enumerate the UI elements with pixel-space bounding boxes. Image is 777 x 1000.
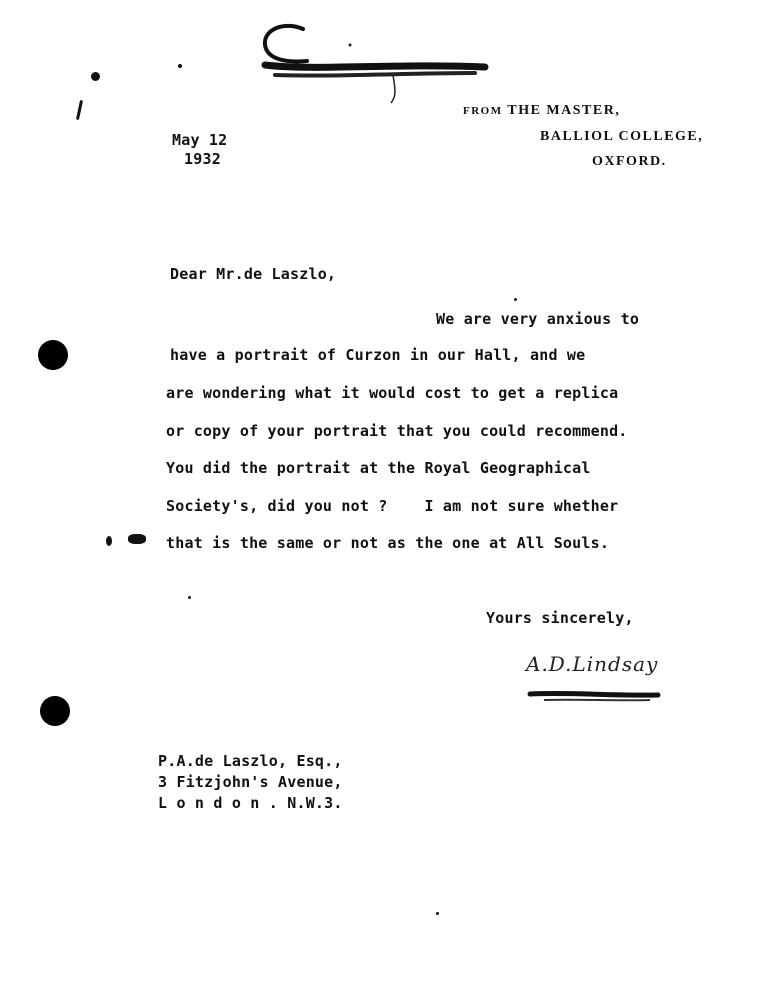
ink-speck (514, 298, 517, 301)
date-month-day: May 12 (172, 131, 228, 149)
body-line: are wondering what it would cost to get a replica (166, 384, 619, 402)
letterhead-line-2: BALLIOL COLLEGE, (540, 129, 704, 144)
body-line: Society's, did you not ? I am not sure whether (166, 497, 619, 515)
body-line: that is the same or not as the one at All Souls. (166, 534, 610, 552)
body-line: have a portrait of Curzon in our Hall, and we (170, 346, 586, 364)
signature-underline (520, 686, 670, 706)
ink-speck (106, 536, 112, 546)
signature: A.D.Lindsay (526, 652, 659, 676)
ink-speck (436, 912, 439, 915)
ink-speck (76, 100, 83, 120)
body-line: or copy of your portrait that you could recommend. (166, 422, 628, 440)
letterhead-line-1: FROM THE MASTER, (463, 103, 621, 118)
punch-hole (38, 340, 68, 370)
date-year: 1932 (184, 150, 221, 168)
ink-speck (128, 534, 146, 544)
recipient-street: 3 Fitzjohn's Avenue, (158, 773, 343, 791)
closing: Yours sincerely, (486, 609, 634, 627)
punch-hole (40, 696, 70, 726)
recipient-city: L o n d o n . N.W.3. (158, 794, 343, 812)
handwritten-mark (255, 15, 495, 110)
ink-speck (188, 596, 191, 599)
letterhead-line-3: OXFORD. (592, 154, 667, 169)
recipient-name: P.A.de Laszlo, Esq., (158, 752, 343, 770)
body-line: We are very anxious to (436, 310, 640, 328)
ink-speck (178, 64, 182, 68)
salutation: Dear Mr.de Laszlo, (170, 265, 337, 283)
body-line: You did the portrait at the Royal Geographical (166, 459, 591, 477)
ink-speck (91, 72, 100, 81)
